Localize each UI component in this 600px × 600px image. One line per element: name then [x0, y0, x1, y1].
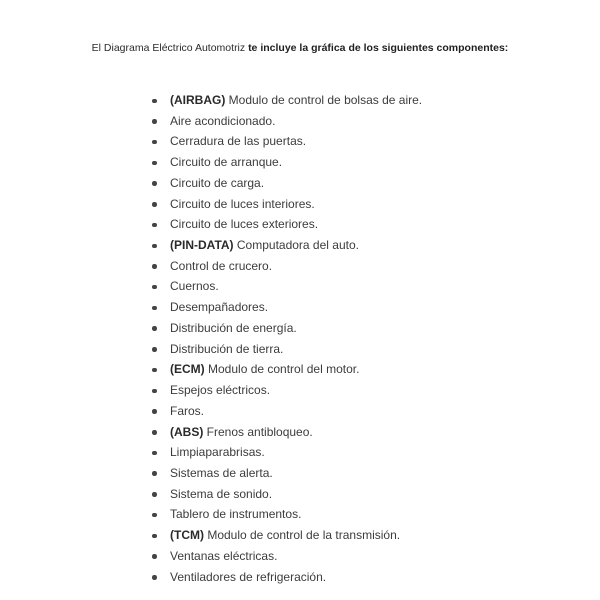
list-item	[150, 380, 422, 401]
bullet-icon	[152, 99, 157, 104]
item-text: Faros.	[170, 403, 205, 418]
components-list	[150, 90, 422, 587]
bullet-icon	[152, 119, 157, 124]
list-item	[150, 111, 422, 132]
item-text: Limpiaparabrisas.	[170, 445, 265, 460]
bullet-icon	[152, 492, 157, 497]
bullet-icon	[152, 306, 157, 311]
item-text: Espejos eléctricos.	[170, 383, 271, 398]
bullet-icon	[152, 534, 157, 539]
bullet-icon	[152, 389, 157, 394]
bullet-icon	[152, 513, 157, 518]
intro-paragraph	[60, 40, 540, 56]
item-text: Circuito de luces exteriores.	[170, 217, 319, 232]
bullet-icon	[152, 368, 157, 373]
item-text: Ventiladores de refrigeración.	[170, 569, 327, 584]
list-item	[150, 256, 422, 277]
list-item	[150, 90, 422, 111]
bullet-icon	[152, 326, 157, 331]
item-tag: (ABS)	[170, 424, 204, 439]
item-tag: (TCM)	[170, 528, 204, 543]
bullet-icon	[152, 554, 157, 559]
list-item	[150, 214, 422, 235]
bullet-icon	[152, 471, 157, 476]
list-item	[150, 484, 422, 505]
item-text: Desempañadores.	[170, 300, 269, 315]
list-item	[150, 359, 422, 380]
list-item	[150, 442, 422, 463]
item-text: Aire acondicionado.	[170, 113, 276, 128]
list-item	[150, 546, 422, 567]
list-item	[150, 152, 422, 173]
item-text: Modulo de control de la transmisión.	[203, 528, 401, 543]
bullet-icon	[152, 264, 157, 269]
list-item	[150, 422, 422, 443]
bullet-icon	[152, 202, 157, 207]
list-item	[150, 525, 422, 546]
item-tag: (ECM)	[170, 362, 205, 377]
item-text: Cerradura de las puertas.	[170, 134, 307, 149]
bullet-icon	[152, 575, 157, 580]
list-item	[150, 235, 422, 256]
intro-bold-text: te incluye la gráfica de los siguientes componentes:	[248, 42, 509, 54]
list-item	[150, 297, 422, 318]
item-text: Cuernos.	[170, 279, 219, 294]
list-item	[150, 131, 422, 152]
bullet-icon	[152, 223, 157, 228]
list-item	[150, 194, 422, 215]
item-text: Circuito de luces interiores.	[170, 196, 315, 211]
item-text: Ventanas eléctricas.	[170, 548, 278, 563]
bullet-icon	[152, 244, 157, 249]
bullet-icon	[152, 285, 157, 290]
item-text: Circuito de arranque.	[170, 155, 283, 170]
list-item	[150, 567, 422, 588]
item-text: Frenos antibloqueo.	[203, 424, 313, 439]
list-item	[150, 504, 422, 525]
bullet-icon	[152, 181, 157, 186]
list-item	[150, 339, 422, 360]
item-text: Control de crucero.	[170, 258, 273, 273]
list-item	[150, 463, 422, 484]
item-text: Sistema de sonido.	[170, 486, 273, 501]
list-item	[150, 276, 422, 297]
item-text: Modulo de control de bolsas de aire.	[225, 93, 423, 107]
bullet-icon	[152, 161, 157, 166]
item-tag: (AIRBAG)	[170, 93, 226, 107]
bullet-icon	[152, 140, 157, 145]
bullet-icon	[152, 451, 157, 456]
item-text: Distribución de energía.	[170, 320, 297, 335]
item-text: Computadora del auto.	[233, 238, 359, 253]
list-item	[150, 401, 422, 422]
item-text: Modulo de control del motor.	[204, 362, 360, 377]
bullet-icon	[152, 430, 157, 435]
list-item	[150, 173, 422, 194]
list-item	[150, 318, 422, 339]
item-text: Circuito de carga.	[170, 175, 265, 190]
item-text: Tablero de instrumentos.	[170, 507, 302, 522]
item-tag: (PIN-DATA)	[170, 238, 234, 253]
item-text: Sistemas de alerta.	[170, 465, 273, 480]
item-text: Distribución de tierra.	[170, 341, 284, 356]
bullet-icon	[152, 347, 157, 352]
intro-normal-text: El Diagrama Eléctrico Automotriz	[91, 42, 249, 54]
bullet-icon	[152, 409, 157, 414]
